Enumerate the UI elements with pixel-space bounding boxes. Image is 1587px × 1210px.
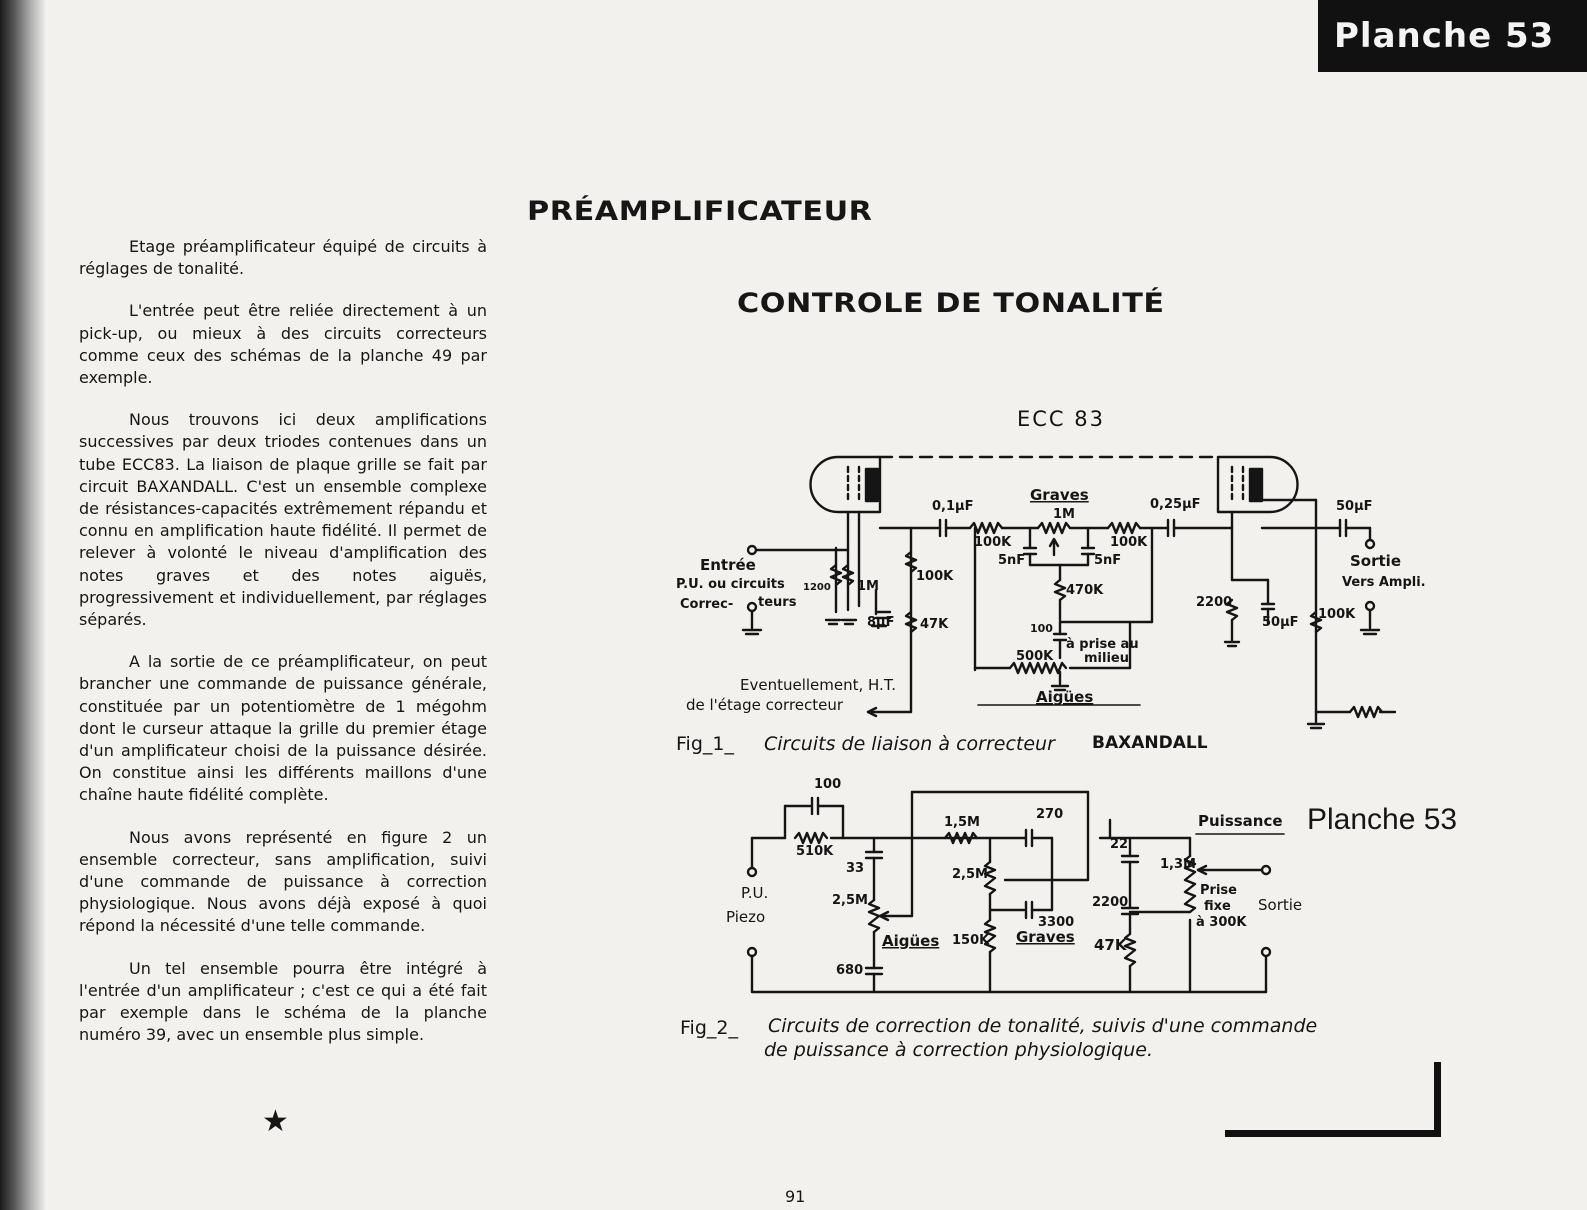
label-50uf: 50μF — [1262, 615, 1299, 630]
label-etage: de l'étage correcteur — [686, 696, 844, 714]
label-prise-1: à prise au — [1066, 637, 1139, 652]
label-piezo: Piezo — [726, 908, 766, 926]
label-50uf-out: 50μF — [1336, 499, 1373, 514]
label-graves-1: Graves — [1030, 486, 1089, 504]
label-100k: 100K — [916, 569, 954, 584]
label-300k: à 300K — [1196, 915, 1247, 930]
label-100k-out: 100K — [1318, 607, 1356, 622]
label-pu-circuits: P.U. ou circuits — [676, 577, 785, 592]
label-1m: 1M — [857, 579, 879, 594]
label-100k-a: 100K — [974, 535, 1012, 550]
fig1-caption-bold: BAXANDALL — [1092, 733, 1208, 753]
label-sortie-1: Sortie — [1350, 552, 1401, 570]
label-510k: 510K — [796, 844, 834, 859]
label-aigues-1: Aigües — [1036, 688, 1094, 706]
star-ornament: ★ — [262, 1104, 289, 1139]
label-puissance: Puissance — [1198, 812, 1283, 830]
tube-label: ECC 83 — [1017, 407, 1105, 431]
label-eventuellement: Eventuellement, H.T. — [740, 676, 896, 694]
label-c100: 100 — [1030, 622, 1053, 635]
label-2200: 2200 — [1196, 595, 1233, 610]
label-15m: 1,5M — [944, 815, 980, 830]
label-25m-a: 2,5M — [832, 893, 868, 908]
label-prise-2: milieu — [1084, 651, 1129, 666]
fig2-caption-line-1: Circuits de correction de tonalité, suivis d'une commande — [768, 1015, 1318, 1037]
page-subtitle: CONTROLE DE TONALITÉ — [737, 288, 1165, 319]
corner-mark — [1225, 1062, 1441, 1137]
fig2-caption-line-2: de puissance à correction physiologique. — [764, 1039, 1153, 1061]
label-47k: 47K — [920, 617, 949, 632]
fig1-caption-text: Circuits de liaison à correcteur — [764, 733, 1055, 755]
paragraph: Etage préamplificateur équipé de circuits à réglages de tonalité. — [79, 237, 487, 279]
label-270: 270 — [1036, 807, 1064, 822]
label-prise: Prise — [1200, 883, 1237, 898]
label-graves-2: Graves — [1016, 928, 1075, 946]
label-3300: 3300 — [1038, 915, 1075, 930]
label-13m: 1,3M — [1160, 857, 1196, 872]
label-c01: 0,1μF — [932, 499, 974, 514]
label-5nf-b: 5nF — [1094, 553, 1122, 568]
label-correc: Correc- — [680, 597, 734, 612]
label-pu: P.U. — [741, 884, 769, 902]
label-graves-pot: 1M — [1053, 507, 1075, 522]
paragraph: A la sortie de ce préamplificateur, on peut brancher une commande de puissance générale, constituée par un potentiomètre de 1 mégohm dont le curseur attaque la grille du premier étage d'un amplificateur choisi de la puissance désirée. On constitue ainsi les différents maillons d'une chaîne haute fidélité complète. — [79, 652, 487, 805]
label-680: 680 — [836, 963, 864, 978]
label-1200: 1200 — [803, 582, 831, 593]
label-47k-f2: 47K — [1094, 936, 1127, 954]
paragraph: Nous trouvons ici deux amplifications successives par deux triodes contenues dans un tube ECC83. La liaison de plaque grille se fait par circuit BAXANDALL. C'est un ensemble complexe de résistances-capacités extrêmement répandu et connu en amplification haute fidélité. Il permet de relever à volonté le niveau d'amplification des notes graves et des notes aiguës, progressivement et individuellement, par réglages séparés. — [79, 410, 487, 630]
label-2200-f2: 2200 — [1092, 895, 1129, 910]
label-470k: 470K — [1066, 583, 1104, 598]
fig2-caption-num: Fig_2_ — [680, 1017, 738, 1039]
label-500k: 500K — [1016, 649, 1054, 664]
fig1-caption-num: Fig_1_ — [676, 733, 734, 755]
paragraph: Un tel ensemble pourra être intégré à l'entrée d'un amplificateur ; c'est ce qui a été fait par exemple dans le schéma de la planche numéro 39, avec un ensemble plus simple. — [79, 958, 487, 1045]
label-25m-b: 2,5M — [952, 867, 988, 882]
label-vers-ampli: Vers Ampli. — [1342, 575, 1426, 590]
label-c025: 0,25μF — [1150, 497, 1201, 512]
label-teurs: teurs — [758, 595, 797, 610]
page-title: PRÉAMPLIFICATEUR — [527, 196, 873, 227]
label-22: 22 — [1110, 837, 1129, 852]
label-fixe: fixe — [1204, 899, 1231, 914]
paragraph: Nous avons représenté en figure 2 un ensemble correcteur, sans amplification, suivi d'une commande de puissance à correction physiologique. Nous avons déjà exposé à quoi répond la nécessité d'une telle commande. — [79, 827, 487, 936]
label-entree: Entrée — [700, 556, 756, 574]
plate-tab: Planche 53 — [1318, 0, 1587, 72]
label-150k: 150K — [952, 933, 990, 948]
label-5nf-a: 5nF — [998, 553, 1026, 568]
label-sortie-2: Sortie — [1258, 896, 1303, 914]
label-c100-f2: 100 — [814, 777, 842, 792]
plate-stamp: Planche 53 — [1307, 803, 1458, 836]
label-100k-b: 100K — [1110, 535, 1148, 550]
label-33: 33 — [846, 861, 865, 876]
paragraph: L'entrée peut être reliée directement à un pick-up, ou mieux à des circuits correcteurs comme ceux des schémas de la planche 49 par exemple. — [79, 301, 487, 388]
page-number: 91 — [785, 1187, 806, 1206]
label-8uf: 8μF — [867, 615, 895, 630]
label-aigues-2: Aigües — [882, 932, 940, 950]
